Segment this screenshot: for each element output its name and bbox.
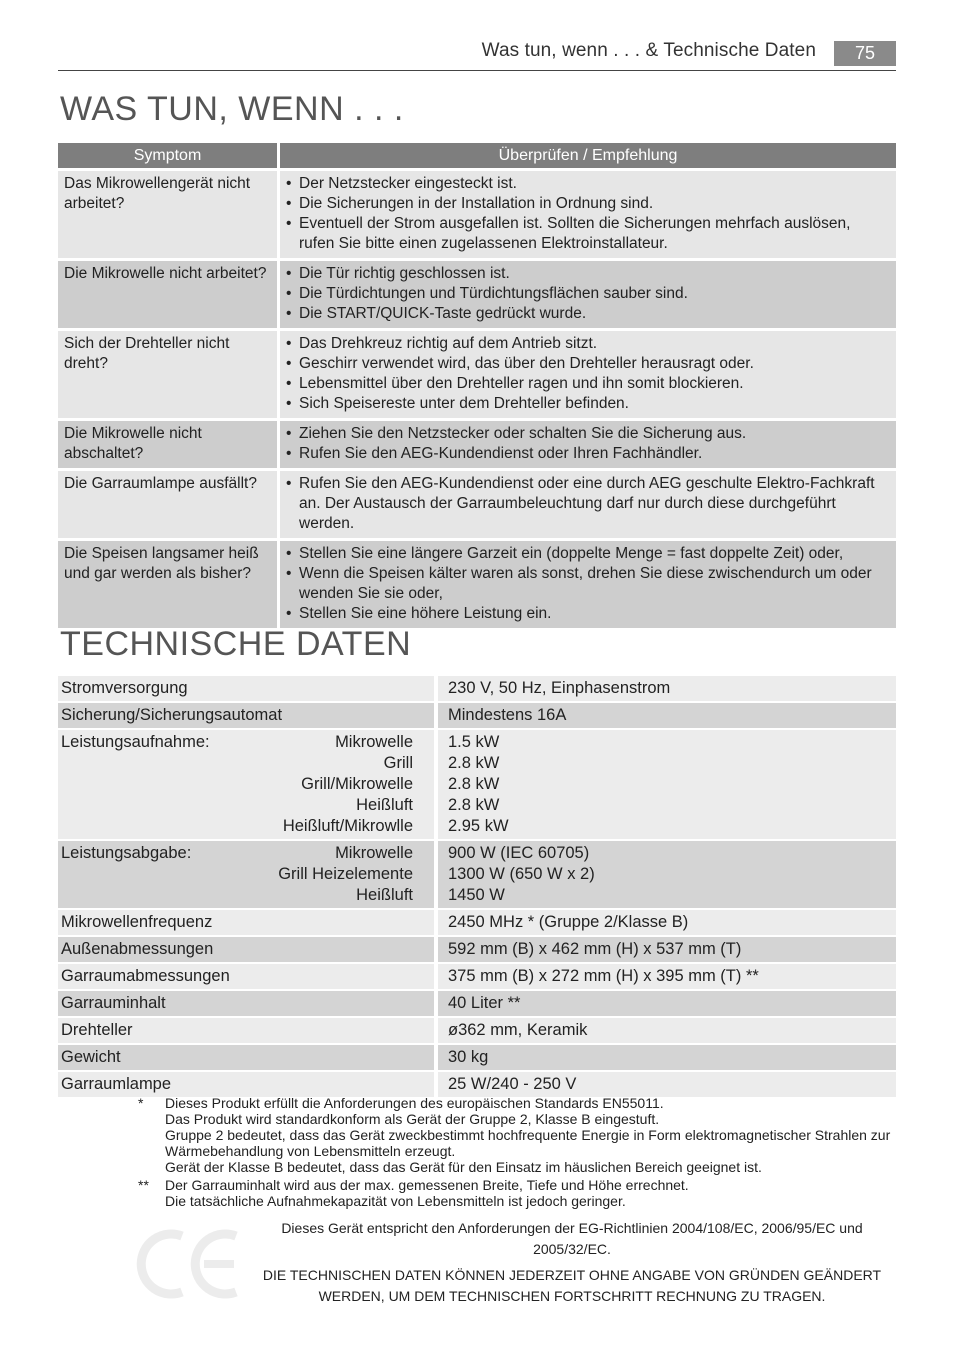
check-item: • Die Tür richtig geschlossen ist. [286,264,890,284]
spec-key: Drehteller [58,1016,438,1043]
header-title: Was tun, wenn . . . & Technische Daten [481,40,816,61]
check-cell [280,168,896,258]
symptom-cell: Das Mikrowellengerät nicht arbeitet? [58,168,280,258]
ce-statement: Dieses Gerät entspricht den Anforderungen der EG-Richtlinien 2004/108/EC, 2006/95/EC und 2005/32/EC. [281,1220,863,1257]
check-item: • Geschirr verwendet wird, das über den Drehteller herausragt oder. [286,354,890,374]
footnote-line: Gerät der Klasse B bedeutet, dass das Gerät für den Einsatz im häuslichen Bereich geeignet ist. [165,1159,762,1175]
footnote [138,1177,898,1209]
spec-value: 2.8 kW [448,796,500,814]
footnotes [138,1095,898,1211]
spec-key: Garrauminhalt [58,989,438,1016]
spec-key: Stromversorgung [58,674,438,701]
spec-subkey: Heißluft/Mikrowlle [282,817,413,835]
footnote-line: Gruppe 2 bedeutet, dass das Gerät zweckbestimmt hochfrequente Energie in Form elektromagnetischer Strahlen zur Wärmebehandlung von Lebensmitteln erzeugt. [165,1127,891,1159]
spec-value: 1.5 kW [448,733,500,751]
check-item: • Lebensmittel über den Drehteller ragen und ihn somit blockieren. [286,374,890,394]
check-cell [280,328,896,418]
spec-value: 1450 W [448,886,505,904]
table-row [58,538,896,628]
footnote-marker: ** [138,1177,149,1193]
spec-value: 2.8 kW [448,754,500,772]
footnote-line: Dieses Produkt erfüllt die Anforderungen des europäischen Standards EN55011. [165,1095,664,1111]
spec-subkey: Mikrowelle [335,844,413,862]
check-cell [280,258,896,328]
table-row [58,258,896,328]
page-number: 75 [834,41,896,66]
spec-value: 2450 MHz * (Gruppe 2/Klasse B) [438,908,896,935]
table-row [58,468,896,538]
spec-value: 900 W (IEC 60705) [448,844,590,862]
disclaimer: DIE TECHNISCHEN DATEN KÖNNEN JEDERZEIT OHNE ANGABE VON GRÜNDEN GEÄNDERT WERDEN, UM DEM TECHNISCHEN FORTSCHRITT RECHNUNG ZU TRAGEN. [262,1267,882,1304]
footnote [138,1095,898,1175]
table-row [58,989,896,1016]
spec-key: Leistungsaufnahme: [61,733,210,751]
check-item: • Sich Speisereste unter dem Drehteller befinden. [286,394,890,414]
check-cell [280,468,896,538]
symptom-cell: Sich der Drehteller nicht dreht? [58,328,280,418]
check-item: • Stellen Sie eine höhere Leistung ein. [286,604,890,624]
technical-data-table [58,674,896,1097]
spec-value: Mindestens 16A [438,701,896,728]
check-item: • Wenn die Speisen kälter waren als sonst, drehen Sie diese zwischendurch um oder wenden Sie sie oder, [286,564,890,604]
spec-key: Außenabmessungen [58,935,438,962]
spec-key: Garraumabmessungen [58,962,438,989]
check-item: • Rufen Sie den AEG-Kundendienst oder eine durch AEG geschulte Elektro-Fachkraft an. Der Austausch der Garraumbeleuchtung darf nur durch diese durchgeführt werden. [286,474,890,534]
table-row [58,935,896,962]
spec-value: 1300 W (650 W x 2) [448,865,595,883]
spec-value: 30 kg [438,1043,896,1070]
check-item: • Das Drehkreuz richtig auf dem Antrieb sitzt. [286,334,890,354]
table-row [58,962,896,989]
spec-value: 592 mm (B) x 462 mm (H) x 537 mm (T) [438,935,896,962]
check-cell [280,538,896,628]
spec-key: Leistungsabgabe: [61,844,192,862]
spec-key-group [58,839,438,908]
ce-mark-icon [136,1226,240,1302]
table-row [58,728,896,839]
check-item: • Eventuell der Strom ausgefallen ist. Sollten die Sicherungen mehrfach auslösen, rufen Sie bitte einen zugelassenen Elektroinstallateur. [286,214,890,254]
check-cell [280,418,896,468]
spec-subkey: Grill [383,754,413,772]
symptom-cell: Die Mikrowelle nicht abschaltet? [58,418,280,468]
spec-subkey: Heißluft [356,796,413,814]
table-header-row [58,143,896,168]
symptom-cell: Die Garraumlampe ausfällt? [58,468,280,538]
section-title-troubleshooting: WAS TUN, WENN . . . [60,90,404,128]
page-header [58,38,896,71]
spec-subkey: Heißluft [356,886,413,904]
spec-value-group [438,839,896,908]
table-row [58,1070,896,1097]
check-item: • Rufen Sie den AEG-Kundendienst oder Ihren Fachhändler. [286,444,890,464]
symptom-cell: Die Mikrowelle nicht arbeitet? [58,258,280,328]
table-row [58,674,896,701]
spec-subkey: Grill Heizelemente [278,865,413,883]
footnote-line: Der Garrauminhalt wird aus der max. gemessenen Breite, Tiefe und Höhe errechnet. [165,1177,689,1193]
spec-value: 2.95 kW [448,817,509,835]
section-title-technical-data: TECHNISCHE DATEN [60,625,412,663]
spec-value: 230 V, 50 Hz, Einphasenstrom [438,674,896,701]
column-header-symptom: Symptom [58,143,280,168]
spec-value: 25 W/240 - 250 V [438,1070,896,1097]
table-row [58,168,896,258]
check-item: • Stellen Sie eine längere Garzeit ein (doppelte Menge = fast doppelte Zeit) oder, [286,544,890,564]
table-row [58,418,896,468]
table-row [58,908,896,935]
table-row [58,1016,896,1043]
spec-subkey: Mikrowelle [335,733,413,751]
spec-key-group [58,728,438,839]
table-row [58,328,896,418]
spec-value: ø362 mm, Keramik [438,1016,896,1043]
spec-key: Sicherung/Sicherungsautomat [58,701,438,728]
spec-value-group [438,728,896,839]
check-item: • Ziehen Sie den Netzstecker oder schalten Sie die Sicherung aus. [286,424,890,444]
symptom-cell: Die Speisen langsamer heiß und gar werden als bisher? [58,538,280,628]
spec-key: Gewicht [58,1043,438,1070]
spec-subkey: Grill/Mikrowelle [301,775,413,793]
column-header-check: Überprüfen / Empfehlung [280,143,896,168]
table-row [58,839,896,908]
spec-key: Garraumlampe [58,1070,438,1097]
check-item: • Die Türdichtungen und Türdichtungsflächen sauber sind. [286,284,890,304]
check-item: • Die START/QUICK-Taste gedrückt wurde. [286,304,890,324]
footnote-marker: * [138,1095,144,1111]
table-row [58,701,896,728]
check-item: • Die Sicherungen in der Installation in Ordnung sind. [286,194,890,214]
spec-key: Mikrowellenfrequenz [58,908,438,935]
spec-value: 375 mm (B) x 272 mm (H) x 395 mm (T) ** [438,962,896,989]
footnote-line: Die tatsächliche Aufnahmekapazität von Lebensmitteln ist jedoch geringer. [165,1193,626,1209]
table-row [58,1043,896,1070]
spec-value: 40 Liter ** [438,989,896,1016]
check-item: • Der Netzstecker eingesteckt ist. [286,174,890,194]
footnote-line: Das Produkt wird standardkonform als Gerät der Gruppe 2, Klasse B eingestuft. [165,1111,660,1127]
spec-value: 2.8 kW [448,775,500,793]
troubleshooting-table [58,143,896,628]
